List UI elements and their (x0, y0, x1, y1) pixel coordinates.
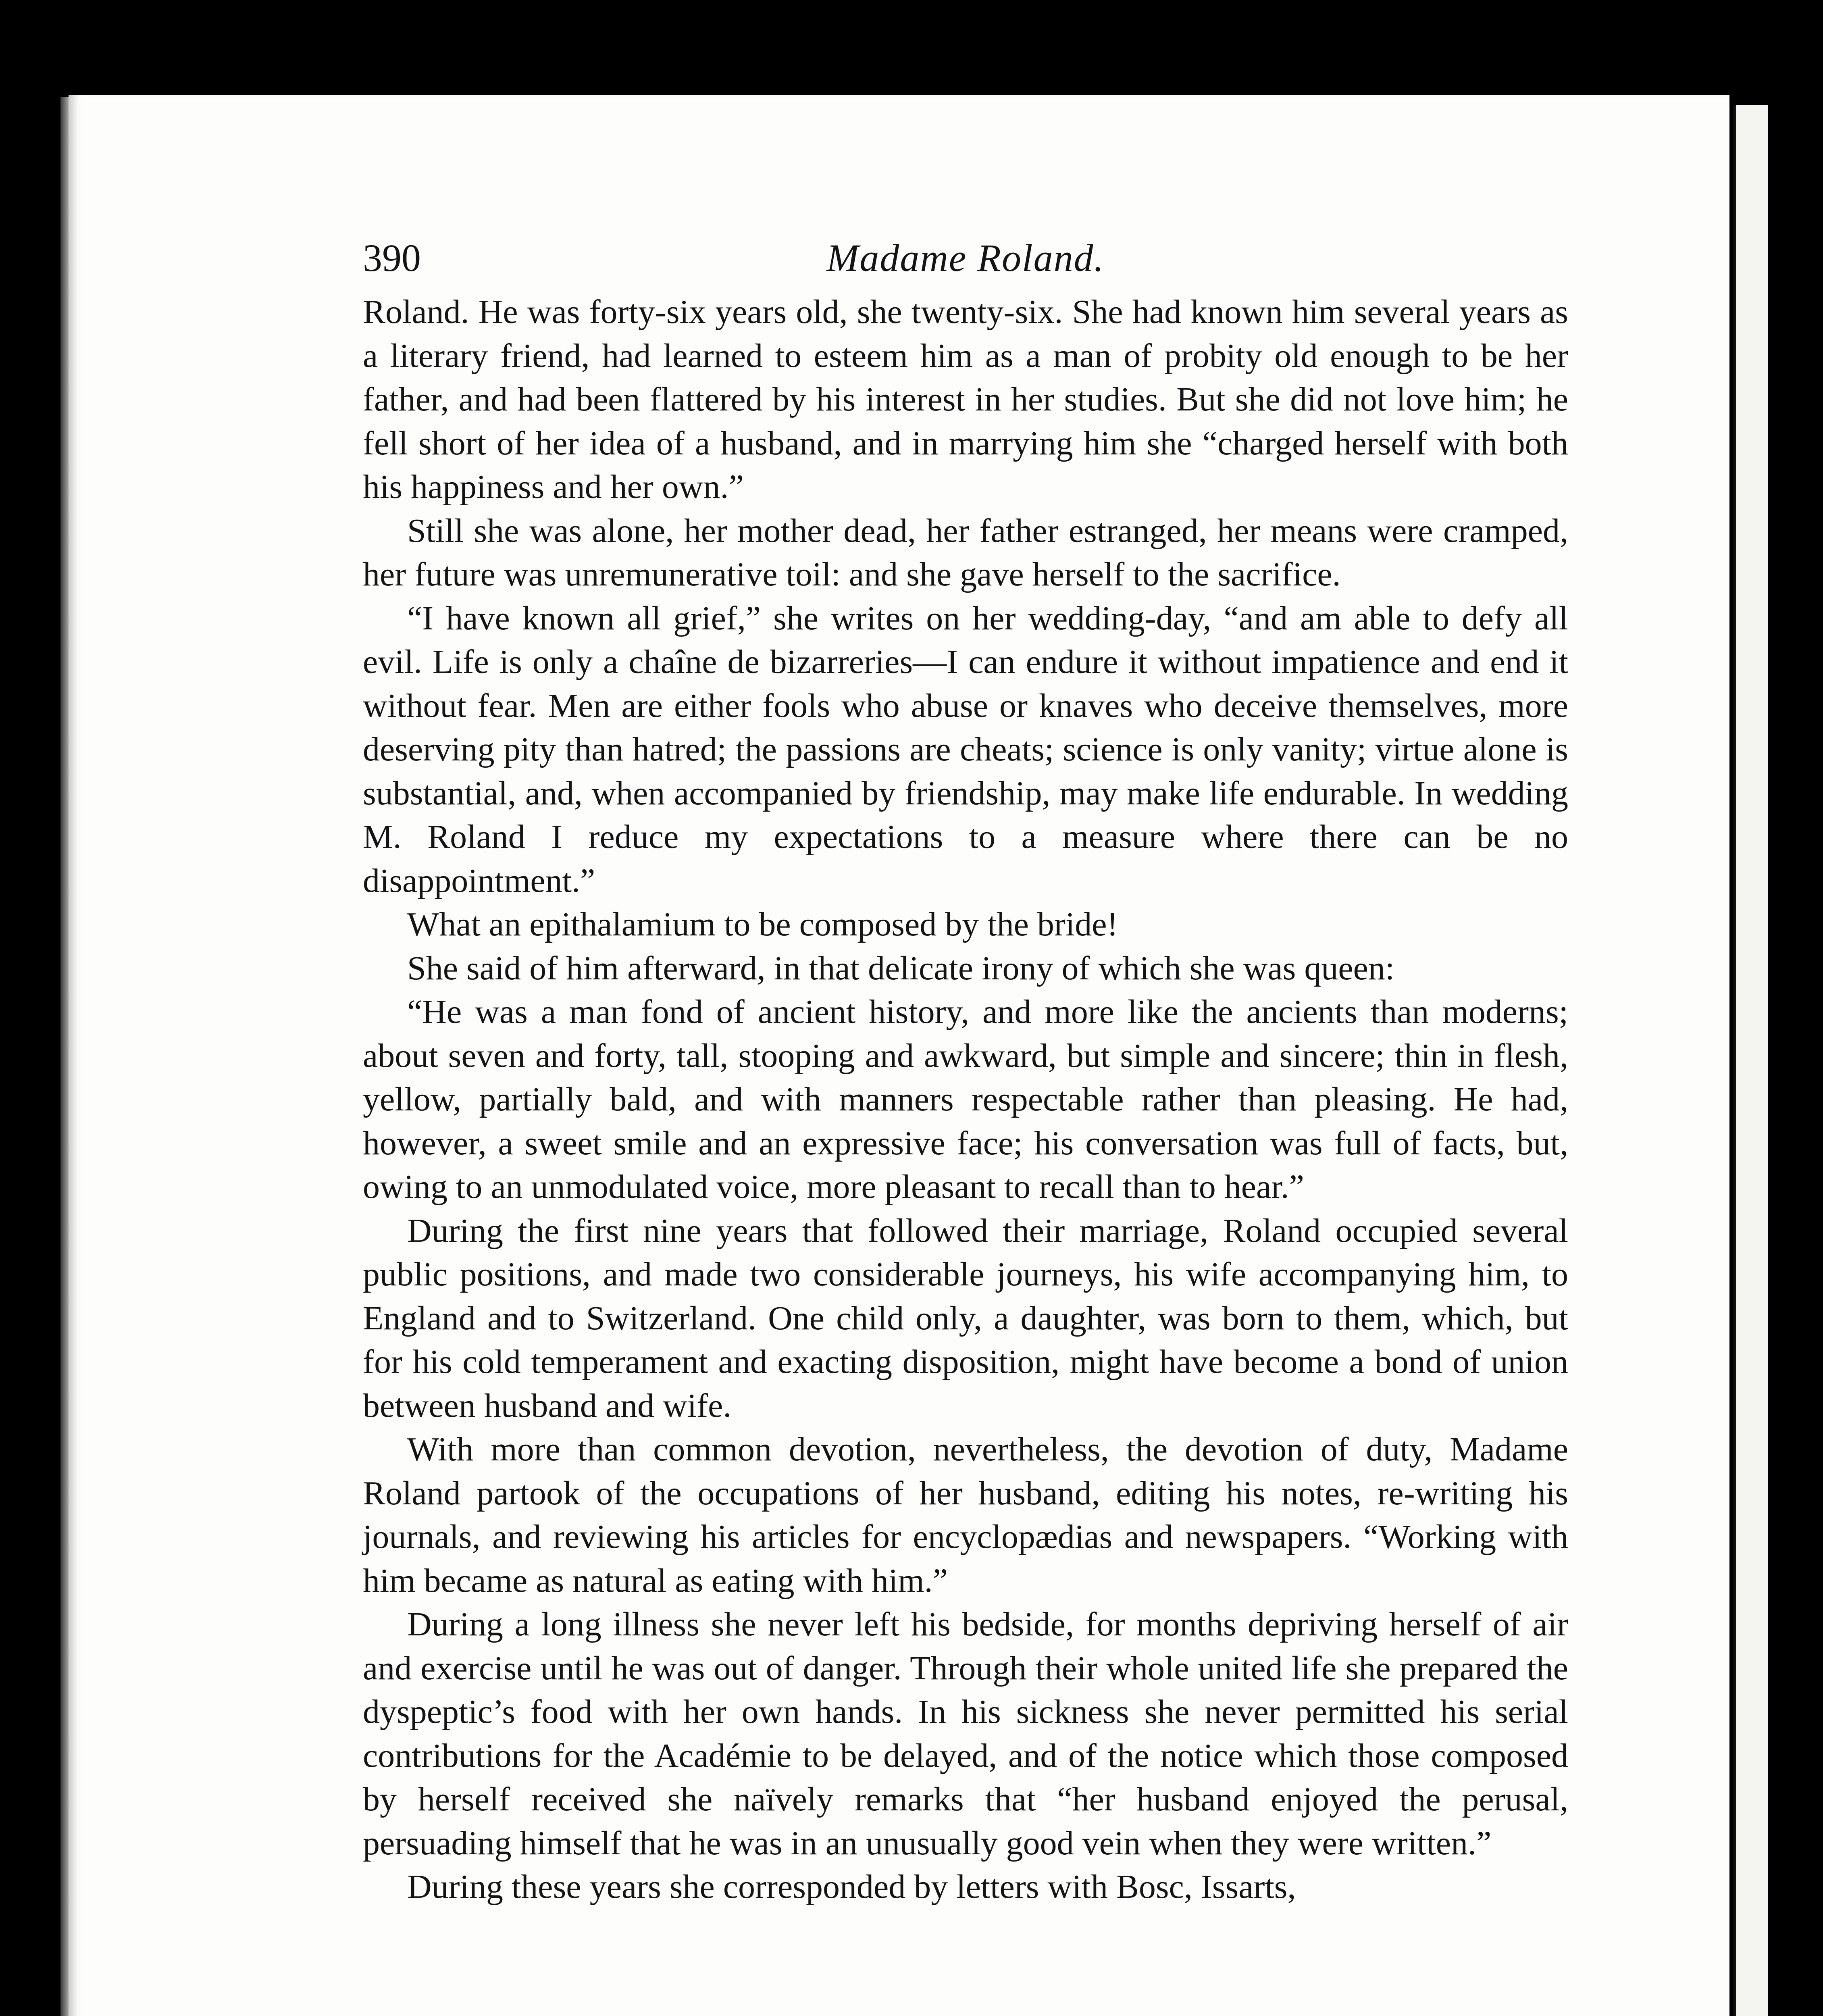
running-head (363, 226, 1568, 290)
paragraph: “I have known all grief,” she writes on her wedding-day, “and am able to defy all evil. Life is only a chaîne de bizarreries—I can endure it without impatience and end it without fear. Men are either fools who abuse or knaves who deceive themselves, more deserving pity than hatred; the passions are cheats; science is only vanity; virtue alone is substantial, and, when accompanied by friendship, may make life endurable. In wedding M. Roland I reduce my expectations to a measure where there can be no disappointment.” (363, 599, 1568, 900)
paragraph: Roland. He was forty-six years old, she twenty-six. She had known him several years as a literary friend, had learned to esteem him as a man of probity old enough to be her father, and had been flattered by his interest in her studies. But she did not love him; he fell short of her idea of a husband, and in marrying him she “charged herself with both his happiness and her own.” (363, 293, 1568, 506)
paragraph: What an epithalamium to be composed by the bride! (407, 906, 1118, 943)
paragraph: With more than common devotion, nevertheless, the devotion of duty, Madame Roland partook of the occupations of her husband, editing his notes, re-writing his journals, and reviewing his articles for encyclopædias and newspapers. “Working with him became as natural as eating with him.” (363, 1431, 1568, 1599)
paragraph: She said of him afterward, in that delicate irony of which she was queen: (407, 949, 1395, 987)
running-title: Madame Roland. (826, 236, 1105, 279)
facing-page-edge (1734, 105, 1768, 2016)
paragraph: During the first nine years that followed their marriage, Roland occupied several public positions, and made two considerable journeys, his wife accompanying him, to England and to Switzerland. One child only, a daughter, was born to them, which, but for his cold temperament and exacting disposition, might have become a bond of union between husband and wife. (363, 1212, 1568, 1425)
paragraph: Still she was alone, her mother dead, her father estranged, her means were cramped, her future was unremunerative toil: and she gave herself to the sacrifice. (363, 512, 1568, 593)
body-text (363, 290, 1568, 1909)
paragraph: During a long illness she never left his bedside, for months depriving herself of air and exercise until he was out of danger. Through their whole united life she prepared the dyspeptic’s food with her own hands. In his sickness she never permitted his serial contributions for the Académie to be delayed, and of the notice which those composed by herself received she naïvely remarks that “her husband enjoyed the perusal, persuading himself that he was in an unusually good vein when they were written.” (363, 1606, 1568, 1862)
page-number: 390 (363, 236, 421, 279)
paragraph: During these years she corresponded by letters with Bosc, Issarts, (407, 1868, 1296, 1906)
page-text-block (363, 226, 1568, 1909)
paragraph: “He was a man fond of ancient history, and more like the ancients than moderns; about seven and forty, tall, stooping and awkward, but simple and sincere; thin in flesh, yellow, partially bald, and with manners respectable rather than pleasing. He had, however, a sweet smile and an expressive face; his conversation was full of facts, but, owing to an unmodulated voice, more pleasant to recall than to hear.” (363, 993, 1568, 1206)
